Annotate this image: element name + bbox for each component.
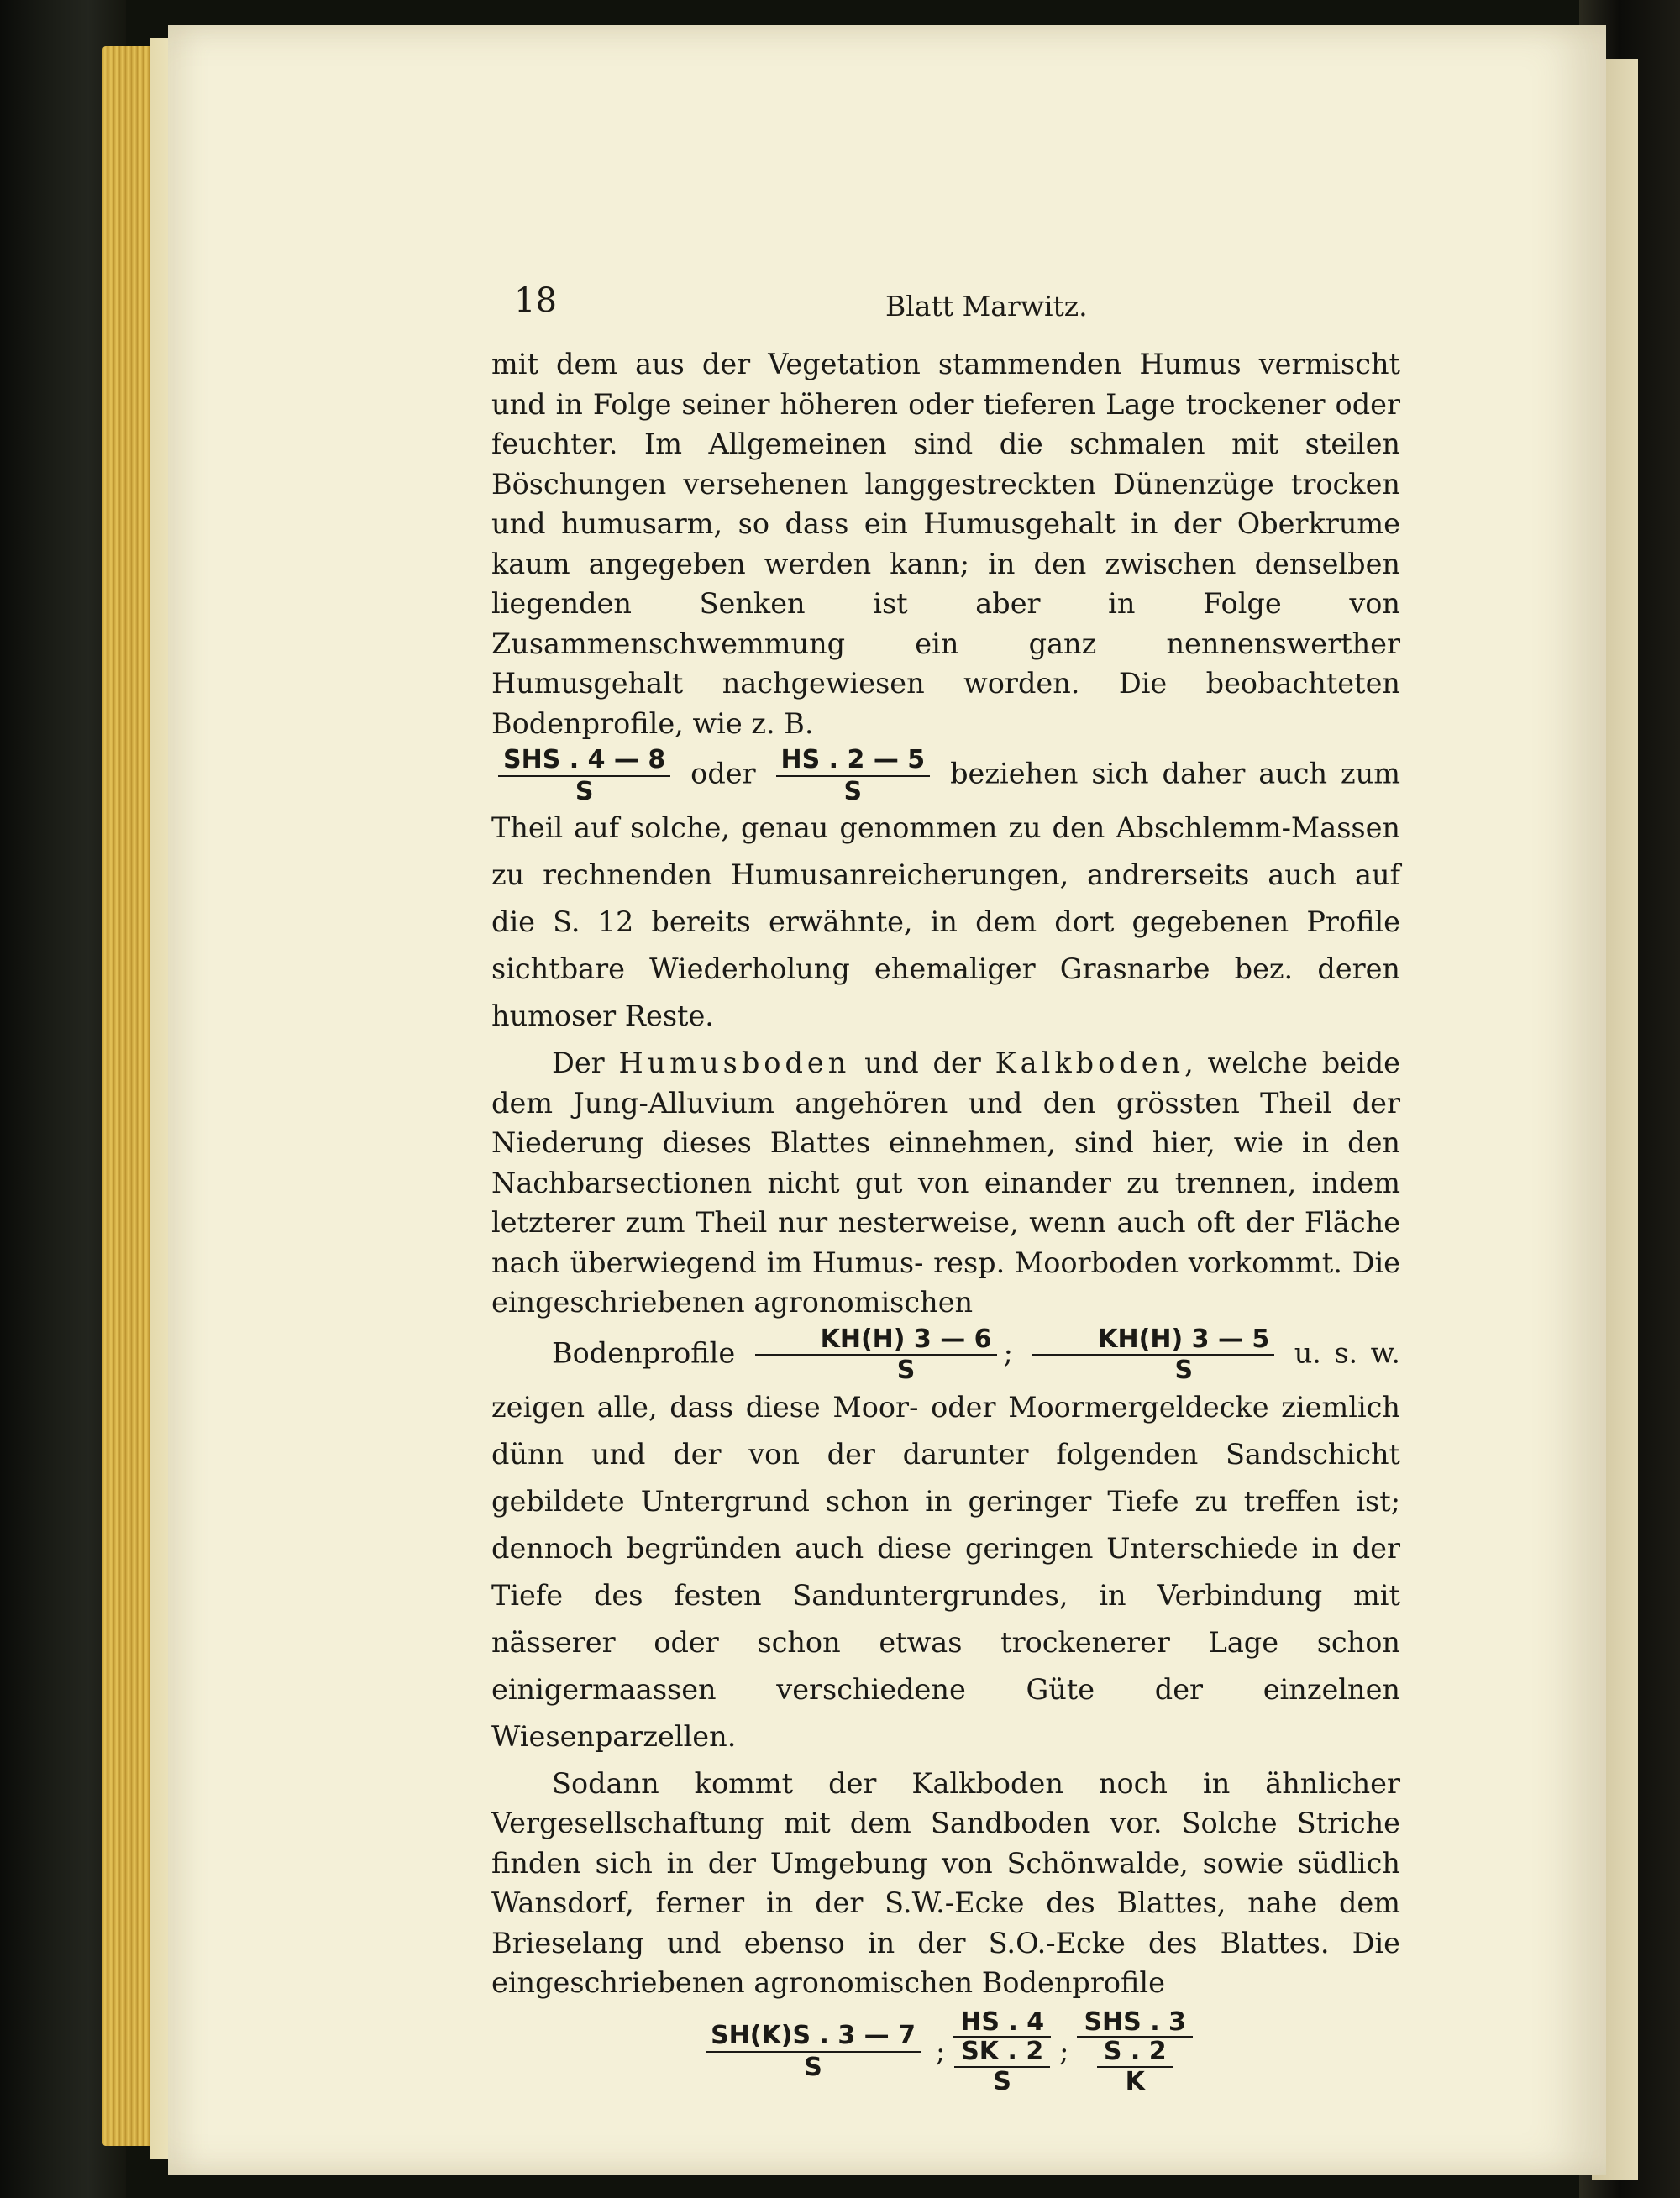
paragraph-2: Der Humusboden und der Kalkboden, welche beide dem Jung-Alluvium angehören und den grössten Theil der Niederung dieses Blattes einnehmen, sind hier, wie in den Nachbarsectionen nicht gut von einander zu trennen, indem letzterer zum Theil nur nesterweise, wenn auch oft der Fläche nach überwiegend im Humus- resp. Moorboden vorkommt. Die eingeschriebenen agronomischen Bodenprofile $\frac{KH(H) 3 — 6}{S}$ ; $\frac{KH(H) 3 — 5}{S}$ u. s. w. zeigen alle, dass diese Moor- oder Moormergeldecke ziemlich dünn und der von der darunter folgenden Sandschicht gebildete Untergrund schon in geringer Tiefe zu treffen ist; dennoch begründen auch diese geringen Unterschiede in der Tiefe des festen Sanduntergrundes, in Verbindung mit nässerer oder schon etwas trockenerer Lage schon einigermaassen verschiedene Güte der einzelnen Wiesenparzellen. — [491, 1043, 1400, 1760]
formula-hs: $\frac{HS . 2 — 5}{S}$ — [776, 747, 931, 805]
formula-shs-k: SHS . 3 S . 2 K — [1077, 2008, 1192, 2096]
paragraph-3: Sodann kommt der Kalkboden noch in ähnlicher Vergesellschaftung mit dem Sandboden vor. Solche Striche finden sich in der Umgebung von Schönwalde, sowie südlich Wansdorf, ferner in der S.W.-Ecke des Blattes, nahe dem Brieselang und ebenso in der S.O.-Ecke des Blattes. Die eingeschriebenen agronomischen Bodenprofile — [491, 1766, 1400, 1999]
paragraph-1: mit dem aus der Vegetation stammenden Humus vermischt und in Folge seiner höheren oder tieferen Lage trockener oder feuchter. Im Allgemeinen sind die schmalen mit steilen Böschungen versehenen langgestreckten Dünenzüge trocken und humusarm, so dass ein Humusgehalt in der Oberkrume kaum angegeben werden kann; in den zwischen denselben liegenden Senken ist aber in Folge von Zusammenschwemmung ein ganz nennenswerther Humusgehalt nachgewiesen worden. Die beobachteten Bodenprofile, wie z. B. $\frac{\text{SHS . 4 — 8}}{S}$ oder $\frac{HS . 2 — 5}{S}$ beziehen sich daher auch zum Theil auf solche, genau genommen zu den Abschlemm-Massen zu rechnenden Humusanreicherungen, andrerseits auch auf die S. 12 bereits erwähnte, in dem dort gegebenen Profile sichtbare Wiederholung ehemaliger Grasnarbe bez. deren humoser Reste. — [491, 344, 1400, 1040]
formula-hs-sk: HS . 4 SK . 2 S — [953, 2008, 1051, 2096]
formula-line-1: $\frac{\text{SHS . 4 — 8}}{S}$ oder $\frac{HS . 2 — 5}{S}$ beziehen sich daher auch zum Theil auf solche, genau genommen zu den Abschlemm-Massen zu rechnenden Humusanreicherungen, andrerseits auch auf die S. 12 bereits erwähnte, in dem dort gegebenen Profile sichtbare Wiederholung ehemaliger Grasnarbe bez. deren humoser Reste. — [491, 745, 1401, 1032]
page-number: 18 — [514, 281, 557, 320]
body-text — [491, 344, 1400, 2096]
running-title: Blatt Marwitz. — [885, 290, 1088, 323]
formula-row-3: $\frac{SH(K)S . 3 — 7}{S}$ ; HS . 4 SK . 2 S ; SHS . 3 S . 2 K — [491, 2008, 1400, 2096]
formula-shs: $\frac{\text{SHS . 4 — 8}}{S}$ — [498, 747, 670, 805]
formula-line-2: Bodenprofile $\frac{KH(H) 3 — 6}{S}$ ; $\frac{KH(H) 3 — 5}{S}$ u. s. w. zeigen alle, dass diese Moor- oder Moormergeldecke ziemlich dünn und der von der darunter folgenden Sandschicht gebildete Untergrund schon in geringer Tiefe zu treffen ist; dennoch begründen auch diese geringen Unterschiede in der Tiefe des festen Sanduntergrundes, in Verbindung mit nässerer oder schon etwas trockenerer Lage schon einigermaassen verschiedene Güte der einzelnen Wiesenparzellen. — [491, 1324, 1400, 1753]
formula-shks: $\frac{SH(K)S . 3 — 7}{S}$ — [706, 2022, 921, 2080]
formula-kh-2: $\frac{KH(H) 3 — 5}{S}$ — [1032, 1326, 1274, 1384]
formula-kh-1: $\frac{KH(H) 3 — 6}{S}$ — [755, 1326, 997, 1384]
page-header — [514, 281, 1400, 332]
term-humusboden: Humusboden — [618, 1047, 851, 1079]
term-kalkboden: Kalkboden — [995, 1047, 1185, 1079]
